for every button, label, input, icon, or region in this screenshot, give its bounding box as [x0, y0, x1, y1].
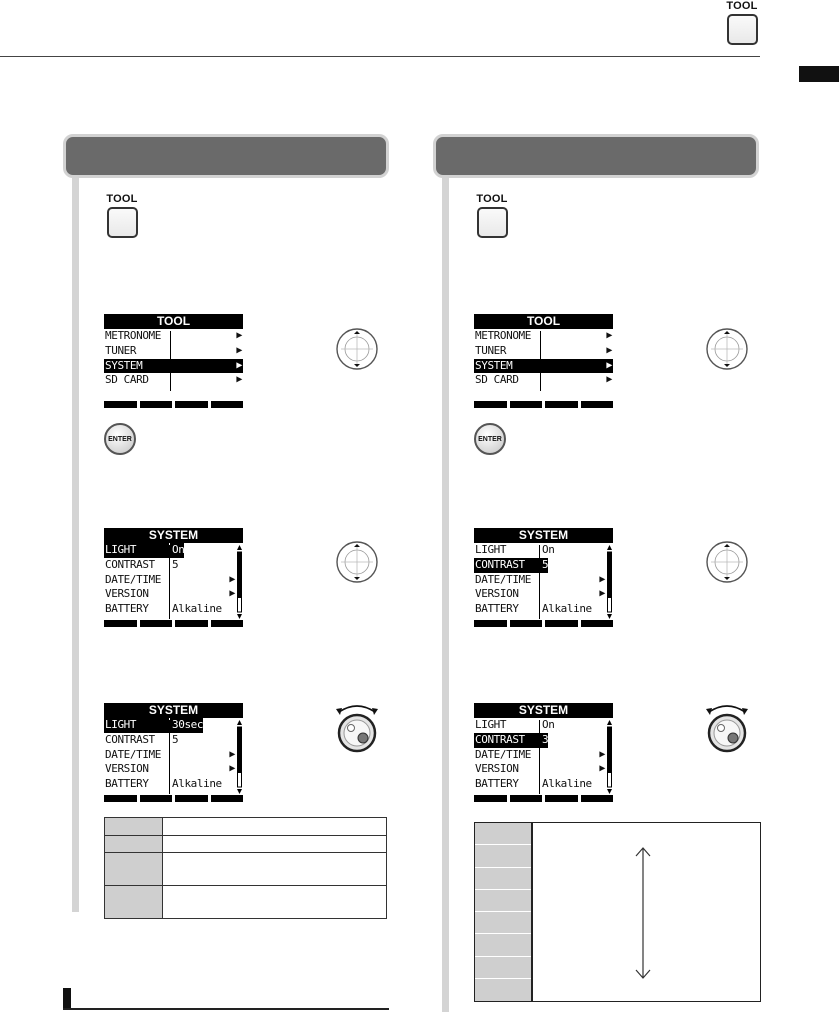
setting-name: BATTERY	[475, 602, 519, 616]
enter-label: ENTER	[478, 435, 502, 443]
setting-row	[104, 602, 243, 617]
right-column-header	[433, 134, 759, 178]
menu-item-label: TUNER	[475, 343, 507, 357]
scrollbar-icon	[607, 720, 612, 794]
setting-row	[474, 543, 613, 558]
header-tool-key-label: TOOL	[726, 0, 758, 12]
screen-title: SYSTEM	[474, 703, 613, 718]
arrow-right-icon: ▶	[606, 330, 612, 341]
table-row	[105, 886, 387, 919]
header-rule	[0, 56, 760, 57]
setting-name: BATTERY	[105, 777, 149, 791]
menu-item	[104, 359, 243, 374]
arrow-right-icon: ▶	[599, 763, 605, 775]
arrow-right-icon: ▶	[229, 588, 235, 600]
enter-button-icon	[104, 423, 136, 455]
setting-value: Alkaline	[172, 777, 222, 791]
menu-item-label: METRONOME	[105, 329, 162, 342]
screen-divider	[170, 331, 171, 391]
tool-key-icon	[727, 14, 758, 45]
right-tool-menu-screen	[474, 314, 613, 408]
function-key-bar	[104, 620, 243, 627]
screen-title: SYSTEM	[104, 528, 243, 543]
setting-row	[474, 602, 613, 617]
setting-value: 5	[172, 557, 179, 571]
arrow-right-icon: ▶	[599, 748, 605, 760]
screen-divider	[540, 331, 541, 391]
range-divider	[531, 823, 533, 1001]
left-system-screen-2	[104, 703, 243, 802]
right-step1-tool-label: TOOL	[476, 193, 508, 205]
range-cell	[475, 979, 531, 1001]
setting-name: CONTRAST	[474, 558, 539, 573]
menu-item-label: SD CARD	[105, 373, 149, 387]
setting-name: CONTRAST	[474, 733, 539, 748]
left-column-bar	[72, 178, 79, 912]
arrow-right-icon: ▶	[606, 344, 612, 356]
arrow-right-icon: ▶	[229, 763, 235, 775]
table-row	[105, 836, 387, 853]
setting-value: On	[542, 543, 555, 556]
header-tool-key	[722, 0, 762, 45]
function-key-bar	[104, 401, 243, 408]
setting-row	[104, 733, 243, 748]
range-key-column	[475, 823, 531, 1001]
screen-title: TOOL	[474, 314, 613, 329]
setting-name: VERSION	[105, 587, 149, 601]
right-column-bar	[442, 178, 449, 1012]
setting-name: CONTRAST	[105, 557, 155, 571]
arrow-right-icon: ▶	[236, 330, 242, 341]
value-dial-icon	[333, 701, 381, 753]
setting-row	[104, 762, 243, 777]
setting-name: DATE/TIME	[475, 572, 532, 586]
right-step1-tool-key	[473, 193, 511, 238]
setting-row	[474, 558, 613, 573]
cursor-updown-icon	[335, 327, 379, 371]
setting-row	[474, 573, 613, 588]
setting-name: VERSION	[105, 762, 149, 776]
left-tool-menu-screen	[104, 314, 243, 408]
arrow-right-icon: ▶	[599, 573, 605, 585]
scrollbar-icon	[237, 545, 242, 619]
contrast-range-table	[474, 822, 761, 1002]
setting-row	[474, 748, 613, 763]
arrow-right-icon: ▶	[236, 374, 242, 386]
setting-value: 30sec	[172, 718, 204, 731]
arrow-right-icon: ▶	[229, 748, 235, 760]
menu-item	[474, 344, 613, 359]
setting-row	[104, 777, 243, 792]
setting-name: BATTERY	[105, 602, 149, 616]
setting-row	[104, 587, 243, 602]
setting-value: 5	[172, 732, 179, 746]
range-cell	[475, 868, 531, 890]
setting-row	[104, 718, 243, 733]
table-row	[105, 818, 387, 836]
arrow-right-icon: ▶	[606, 374, 612, 386]
menu-item	[104, 344, 243, 359]
cursor-updown-icon	[335, 540, 379, 584]
left-system-screen-1	[104, 528, 243, 627]
screen-divider	[539, 545, 540, 619]
range-cell	[475, 957, 531, 979]
setting-name: CONTRAST	[105, 732, 155, 746]
enter-button-icon	[474, 423, 506, 455]
menu-item-label: SYSTEM	[475, 358, 513, 372]
scrollbar-icon	[607, 545, 612, 619]
screen-divider	[169, 720, 170, 794]
setting-row	[474, 718, 613, 733]
left-step1-tool-label: TOOL	[106, 193, 138, 205]
function-key-bar	[104, 795, 243, 802]
arrow-right-icon: ▶	[606, 359, 612, 371]
menu-item-label: SYSTEM	[105, 358, 143, 372]
screen-divider	[539, 720, 540, 794]
tool-key-icon	[107, 207, 138, 238]
setting-row	[474, 762, 613, 777]
setting-name: DATE/TIME	[105, 747, 162, 761]
screen-title: SYSTEM	[104, 703, 243, 718]
scrollbar-icon	[237, 720, 242, 794]
cursor-updown-icon	[705, 327, 749, 371]
function-key-bar	[474, 795, 613, 802]
enter-label: ENTER	[108, 435, 132, 443]
right-system-screen-1	[474, 528, 613, 627]
setting-value: On	[542, 718, 555, 731]
left-column-header	[63, 134, 389, 178]
menu-item-label: TUNER	[105, 343, 137, 357]
menu-item	[474, 373, 613, 388]
menu-item-label: METRONOME	[475, 329, 532, 342]
function-key-bar	[474, 401, 613, 408]
page-thumb-tab	[799, 66, 839, 82]
setting-row	[474, 587, 613, 602]
setting-value: Alkaline	[542, 777, 592, 791]
menu-item-label: SD CARD	[475, 373, 519, 387]
range-cell	[475, 934, 531, 956]
arrow-right-icon: ▶	[236, 344, 242, 356]
left-options-table	[104, 817, 387, 919]
arrow-right-icon: ▶	[599, 588, 605, 600]
menu-item	[104, 373, 243, 388]
setting-value: 3	[542, 732, 549, 746]
setting-name: LIGHT	[475, 718, 507, 731]
setting-value: On	[172, 543, 185, 556]
setting-name: LIGHT	[104, 543, 169, 558]
table-row	[105, 853, 387, 886]
menu-item	[474, 359, 613, 374]
value-dial-icon	[703, 701, 751, 753]
tool-key-icon	[477, 207, 508, 238]
range-cell	[475, 823, 531, 845]
setting-row	[104, 573, 243, 588]
setting-row	[474, 733, 613, 748]
range-cell	[475, 912, 531, 934]
arrow-right-icon: ▶	[229, 573, 235, 585]
setting-name: DATE/TIME	[475, 747, 532, 761]
screen-divider	[169, 545, 170, 619]
setting-name: LIGHT	[104, 718, 169, 733]
setting-value: Alkaline	[542, 602, 592, 616]
arrow-right-icon: ▶	[236, 359, 242, 371]
range-cell	[475, 845, 531, 867]
setting-name: BATTERY	[475, 777, 519, 791]
note-rule	[63, 1008, 389, 1010]
setting-name: DATE/TIME	[105, 572, 162, 586]
double-arrow-icon	[635, 847, 651, 979]
note-marker	[63, 988, 71, 1008]
menu-item	[474, 329, 613, 344]
left-step1-tool-key	[103, 193, 141, 238]
setting-value: Alkaline	[172, 602, 222, 616]
setting-row	[104, 558, 243, 573]
cursor-updown-icon	[705, 540, 749, 584]
setting-row	[474, 777, 613, 792]
setting-row	[104, 748, 243, 763]
range-cell	[475, 890, 531, 912]
screen-title: TOOL	[104, 314, 243, 329]
function-key-bar	[474, 620, 613, 627]
setting-name: VERSION	[475, 587, 519, 601]
setting-row	[104, 543, 243, 558]
menu-item	[104, 329, 243, 344]
setting-name: VERSION	[475, 762, 519, 776]
setting-value: 5	[542, 557, 549, 571]
screen-title: SYSTEM	[474, 528, 613, 543]
setting-name: LIGHT	[475, 543, 507, 556]
right-system-screen-2	[474, 703, 613, 802]
